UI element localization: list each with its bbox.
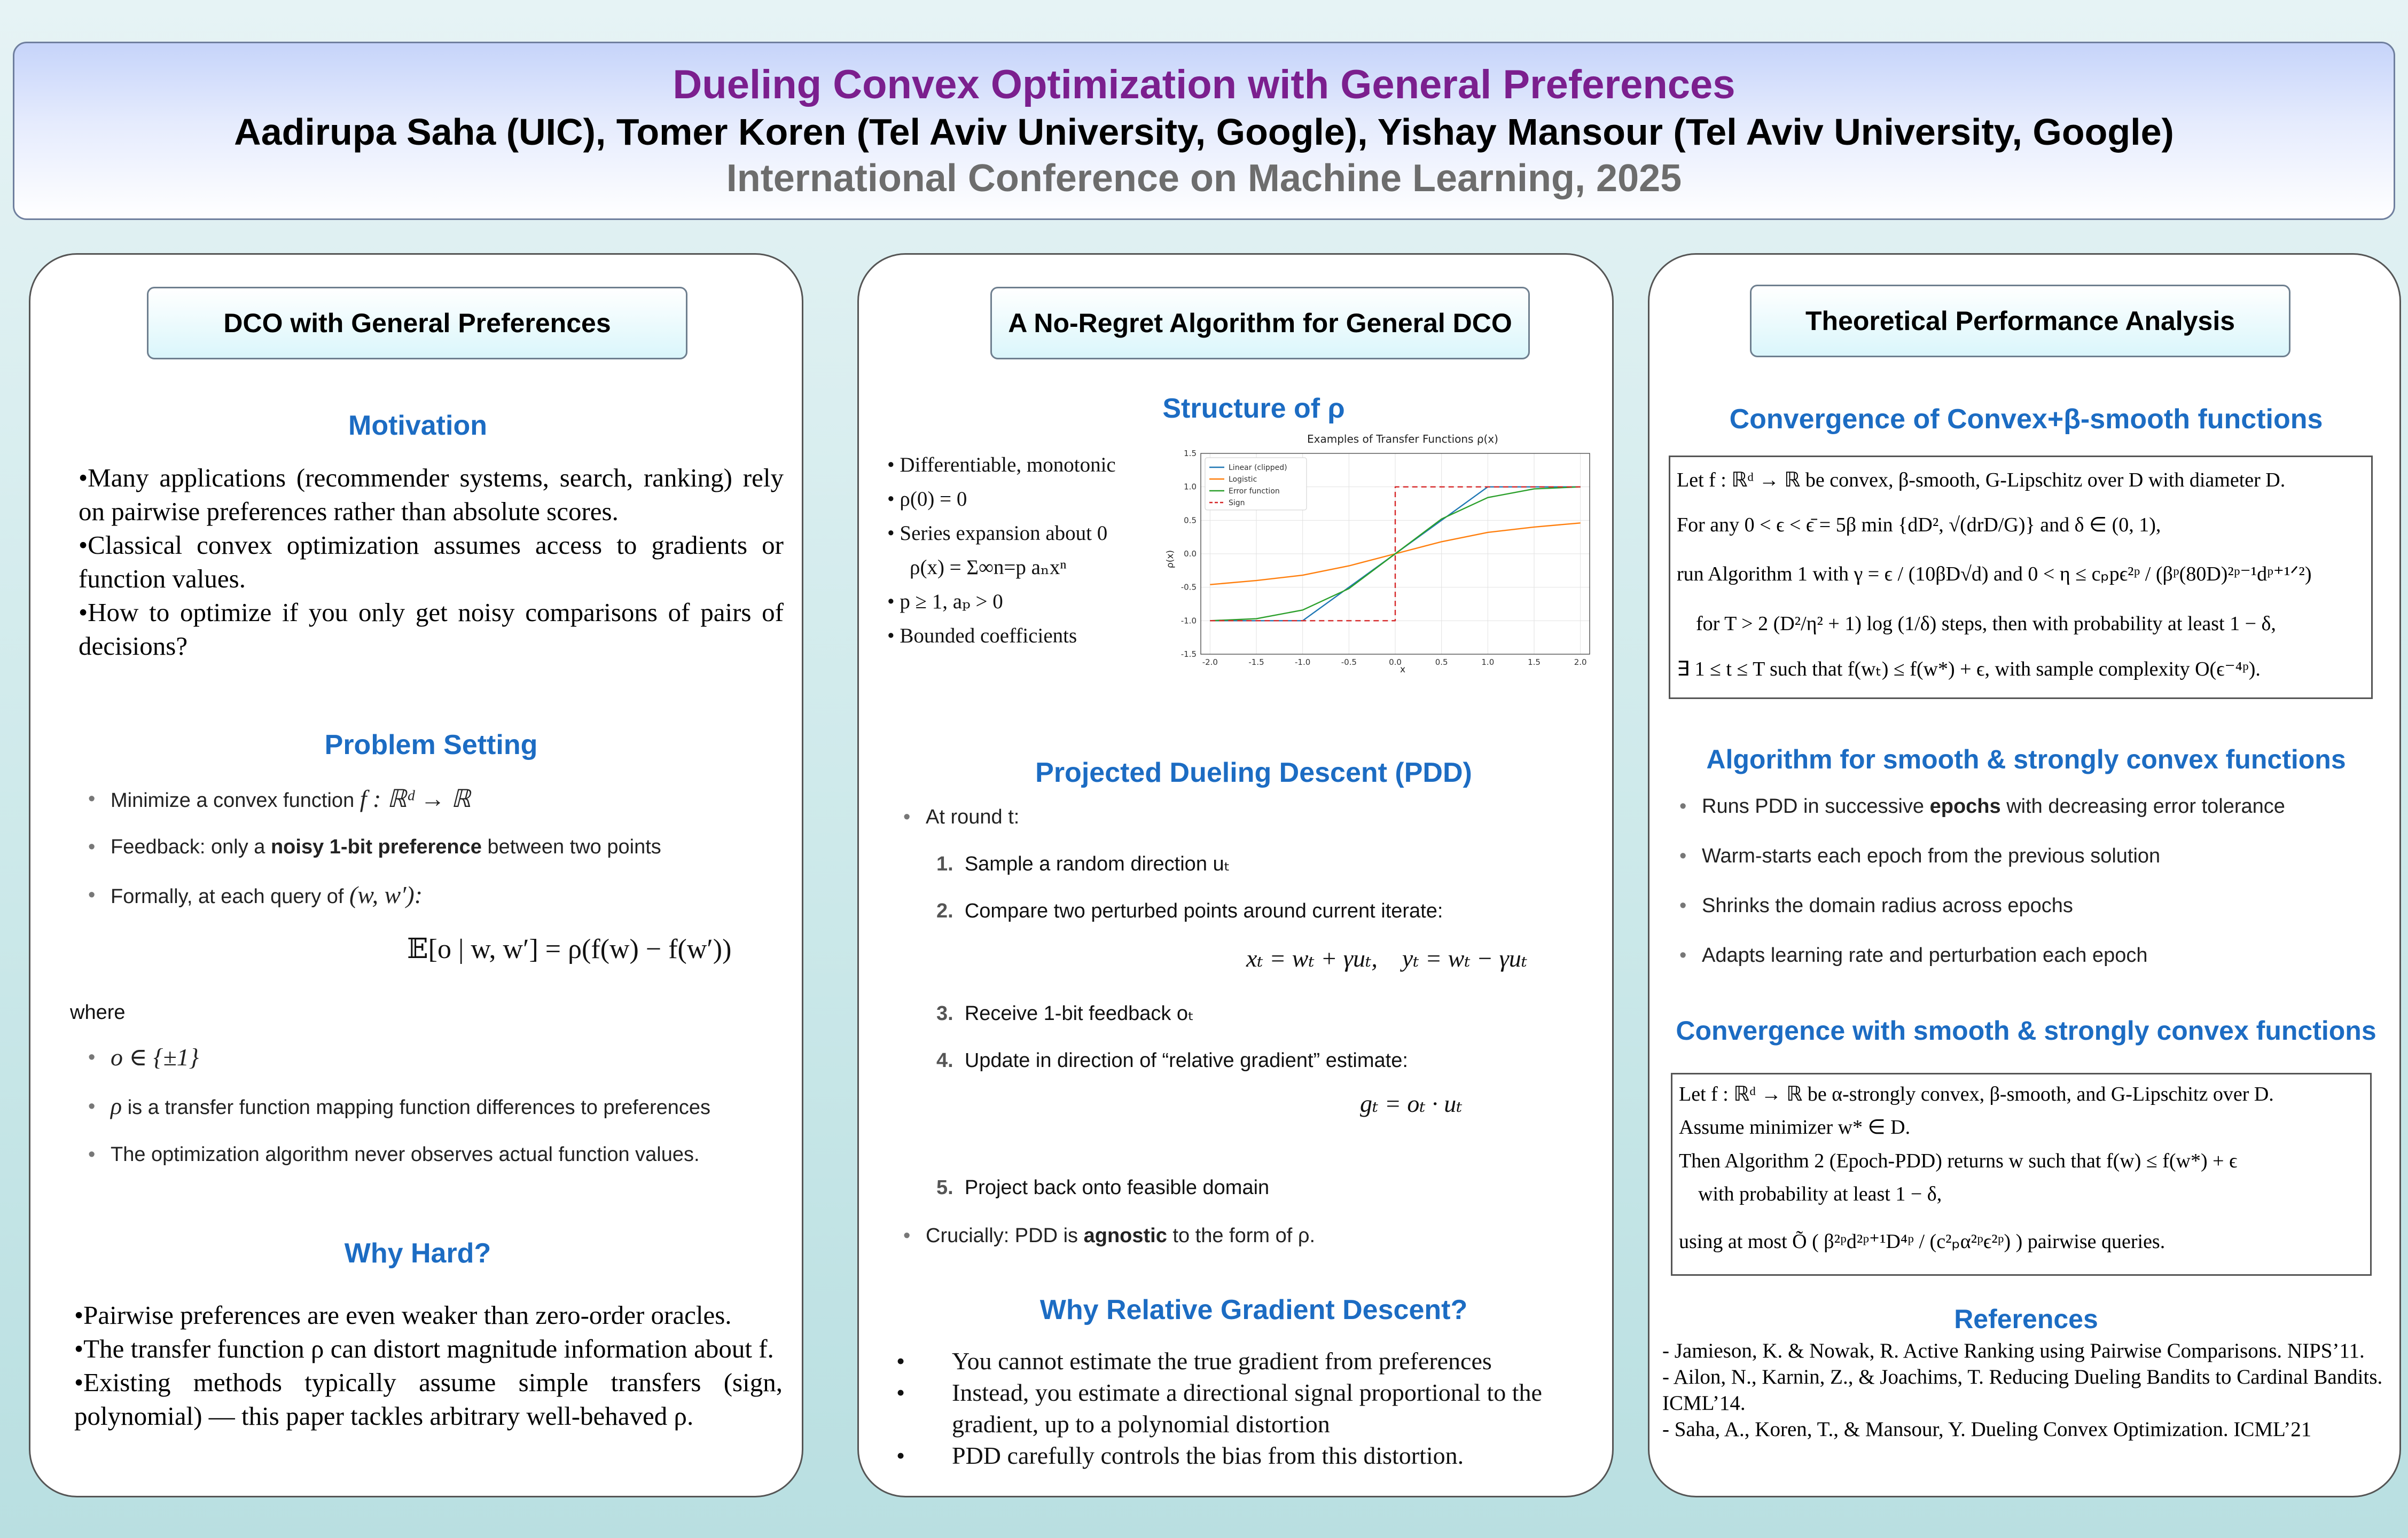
motivation-item: •Classical convex optimization assumes access to gradients or function values.	[79, 530, 784, 593]
x-tick-label: 1.5	[1528, 657, 1541, 667]
list-item: • Minimize a convex function f : ℝᵈ → ℝ	[88, 785, 471, 812]
theorem-line: for T > 2 (D²/η² + 1) log (1/δ) steps, then with probability at least 1 − δ,	[1696, 613, 2276, 635]
transfer-functions-chart	[1162, 431, 1600, 677]
column-theoretical-analysis	[1648, 253, 2401, 1497]
motivation-text	[79, 461, 784, 663]
x-tick-label: 1.0	[1481, 657, 1495, 667]
list-item: • At round t:	[903, 806, 1020, 828]
poster-header	[13, 42, 2395, 220]
x-tick-label: -1.5	[1248, 657, 1264, 667]
column-no-regret-algorithm	[857, 253, 1614, 1497]
series-expansion-formula: ρ(x) = Σ∞n=p aₙxⁿ	[910, 556, 1067, 579]
structure-item: • ρ(0) = 0	[887, 488, 967, 511]
y-tick-label: -1.5	[1180, 649, 1197, 659]
why-hard-text	[74, 1298, 783, 1433]
chart-y-label: ρ(x)	[1165, 550, 1176, 569]
where-bullets	[88, 1043, 778, 1071]
list-item: • Runs PDD in successive epochs with decreasing error tolerance	[1679, 795, 2285, 818]
theorem-line: Assume minimizer w* ∈ D.	[1679, 1116, 1911, 1139]
section-title-structure-rho: Structure of ρ	[1162, 393, 1345, 424]
expectation-equation: 𝔼[o | w, w′] = ρ(f(w) − f(w′))	[407, 934, 732, 964]
structure-item: • Series expansion about 0	[887, 522, 1108, 545]
poster-conference: International Conference on Machine Learning, 2025	[726, 157, 1682, 200]
pdd-step-3: 3. Receive 1-bit feedback oₜ	[936, 1002, 1194, 1025]
problem-bullets	[88, 881, 778, 909]
list-item: • PDD carefully controls the bias from this distortion.	[896, 1442, 1464, 1469]
x-tick-label: -0.5	[1341, 657, 1357, 667]
theorem-line: using at most Õ ( β²ᵖd²ᵖ⁺¹D⁴ᵖ / (c²ₚα²ᵖϵ²ᵖ) ) pairwise queries.	[1679, 1230, 2165, 1253]
list-item: • Adapts learning rate and perturbation each epoch	[1679, 944, 2148, 967]
why-rgd-list	[896, 1345, 1596, 1471]
list-item: • Warm-starts each epoch from the previous solution	[1679, 845, 2161, 867]
list-item: • Shrinks the domain radius across epochs	[1679, 894, 2073, 917]
why-hard-item: •The transfer function ρ can distort magnitude information about f.	[74, 1334, 774, 1363]
pdd-step-1: 1. Sample a random direction uₜ	[936, 853, 1230, 875]
legend-label: Sign	[1229, 499, 1245, 507]
y-tick-label: 1.5	[1184, 449, 1197, 458]
list-item: • You cannot estimate the true gradient from preferences	[896, 1347, 1492, 1375]
pdd-step-4: 4. Update in direction of “relative gradient” estimate:	[936, 1049, 1408, 1072]
relative-gradient-equation: gₜ = oₜ · uₜ	[1360, 1090, 1463, 1117]
x-tick-label: 0.0	[1389, 657, 1402, 667]
section-title-convergence-smooth: Convergence of Convex+β-smooth functions	[1729, 404, 2323, 435]
chart-x-label: x	[1400, 664, 1406, 675]
theorem-line: run Algorithm 1 with γ = ϵ / (10βD√d) and 0 < η ≤ cₚpϵ²ᵖ / (βᵖ(80D)²ᵖ⁻¹dᵖ⁺¹ᐟ²)	[1677, 563, 2312, 585]
x-tick-label: -2.0	[1202, 657, 1218, 667]
math-o-set: o ∈ {±1}	[111, 1043, 199, 1071]
algo-bullets	[1679, 794, 2386, 993]
pdd-step-5: 5. Project back onto feasible domain	[936, 1176, 1270, 1199]
y-tick-label: 0.0	[1184, 549, 1197, 559]
motivation-item: •Many applications (recommender systems, search, ranking) rely on pairwise preferences rather than absolute scores.	[79, 463, 784, 526]
y-tick-label: -0.5	[1180, 582, 1197, 592]
problem-bullets	[88, 835, 778, 859]
problem-bullets	[88, 785, 778, 813]
x-tick-label: 0.5	[1435, 657, 1448, 667]
column-header: DCO with General Preferences	[147, 287, 687, 359]
section-title-convergence-strongly-convex: Convergence with smooth & strongly convex functions	[1676, 1016, 2376, 1046]
list-item: • Instead, you estimate a directional signal proportional to the gradient, up to a polynomial distortion	[896, 1379, 1542, 1438]
where-label: where	[70, 1001, 126, 1024]
structure-list	[887, 448, 1116, 653]
perturbed-points-equation: xₜ = wₜ + γuₜ, yₜ = wₜ − γuₜ	[1246, 945, 1528, 972]
section-title-why-relative-gradient: Why Relative Gradient Descent?	[1039, 1294, 1468, 1325]
theorem-strongly-convex	[1671, 1073, 2372, 1276]
column-header: A No-Regret Algorithm for General DCO	[990, 287, 1530, 359]
poster-title: Dueling Convex Optimization with General Preferences	[673, 62, 1735, 107]
section-title-algorithm-strongly-convex: Algorithm for smooth & strongly convex functions	[1706, 744, 2346, 774]
section-title-problem-setting: Problem Setting	[324, 729, 538, 760]
references-list	[1662, 1338, 2394, 1442]
theorem-line: with probability at least 1 − δ,	[1698, 1183, 1942, 1205]
section-title-references: References	[1954, 1304, 2098, 1334]
motivation-item: •How to optimize if you only get noisy comparisons of pairs of decisions?	[79, 598, 784, 661]
where-bullets	[88, 1142, 778, 1167]
list-item: • Crucially: PDD is agnostic to the form of ρ.	[903, 1225, 1316, 1247]
x-tick-label: -1.0	[1295, 657, 1311, 667]
structure-item: • Bounded coefficients	[887, 624, 1077, 647]
y-tick-label: 1.0	[1184, 482, 1197, 492]
section-title-pdd: Projected Dueling Descent (PDD)	[1035, 757, 1472, 788]
y-tick-label: 0.5	[1184, 515, 1197, 525]
reference-item: - Ailon, N., Karnin, Z., & Joachims, T. Reducing Dueling Bandits to Cardinal Bandits. ICML’14.	[1662, 1366, 2383, 1415]
list-item: • o ∈ {±1}	[88, 1043, 199, 1071]
legend-label: Linear (clipped)	[1229, 464, 1287, 472]
theorem-line: Let f : ℝᵈ → ℝ be convex, β-smooth, G-Lipschitz over D with diameter D.	[1677, 469, 2286, 491]
pdd-round	[903, 805, 1593, 829]
y-tick-label: -1.0	[1180, 616, 1197, 626]
list-item: • Formally, at each query of (w, w′):	[88, 881, 423, 908]
theorem-line: Then Algorithm 2 (Epoch-PDD) returns w such that f(w) ≤ f(w*) + ϵ	[1679, 1150, 2238, 1172]
math-query-pair: (w, w′):	[349, 881, 423, 908]
why-hard-item: •Pairwise preferences are even weaker than zero-order oracles.	[74, 1300, 732, 1330]
math-f-map: f : ℝᵈ → ℝ	[359, 785, 471, 812]
column-header: Theoretical Performance Analysis	[1750, 285, 2290, 357]
pdd-step-2: 2. Compare two perturbed points around current iterate:	[936, 900, 1443, 922]
structure-item: • p ≥ 1, aₚ > 0	[887, 590, 1003, 613]
theorem-convex-smooth	[1669, 456, 2373, 699]
pdd-crucial	[903, 1223, 1593, 1248]
list-item: • The optimization algorithm never observes actual function values.	[88, 1143, 700, 1166]
poster-authors: Aadirupa Saha (UIC), Tomer Koren (Tel Aviv University, Google), Yishay Mansour (Tel Aviv University, Google)	[234, 111, 2174, 153]
reference-item: - Saha, A., Koren, T., & Mansour, Y. Dueling Convex Optimization. ICML’21	[1662, 1418, 2312, 1441]
legend-label: Logistic	[1229, 475, 1257, 484]
x-tick-label: 2.0	[1574, 657, 1587, 667]
section-title-motivation: Motivation	[348, 410, 487, 441]
column-dco-general-preferences	[29, 253, 803, 1497]
legend-label: Error function	[1229, 487, 1280, 496]
theorem-line: ∃ 1 ≤ t ≤ T such that f(wₜ) ≤ f(w*) + ϵ, with sample complexity O(ϵ⁻⁴ᵖ).	[1677, 658, 2261, 680]
section-title-why-hard: Why Hard?	[344, 1238, 491, 1269]
theorem-line: Let f : ℝᵈ → ℝ be α-strongly convex, β-smooth, and G-Lipschitz over D.	[1679, 1083, 2274, 1105]
theorem-line: For any 0 < ϵ < ϵ̄ = 5β min {dD², √(drD/G)} and δ ∈ (0, 1),	[1677, 514, 2161, 536]
chart-title: Examples of Transfer Functions ρ(x)	[1307, 433, 1498, 445]
list-item: • Feedback: only a noisy 1-bit preference between two points	[88, 836, 661, 858]
reference-item: - Jamieson, K. & Nowak, R. Active Ranking using Pairwise Comparisons. NIPS’11.	[1662, 1339, 2365, 1362]
where-bullets	[88, 1093, 778, 1120]
structure-item: • Differentiable, monotonic	[887, 453, 1116, 476]
why-hard-item: •Existing methods typically assume simple transfers (sign, polynomial) — this paper tackles arbitrary well-behaved ρ.	[74, 1368, 783, 1431]
list-item: • ρ is a transfer function mapping function differences to preferences	[88, 1093, 711, 1119]
chart-legend	[1205, 458, 1307, 510]
